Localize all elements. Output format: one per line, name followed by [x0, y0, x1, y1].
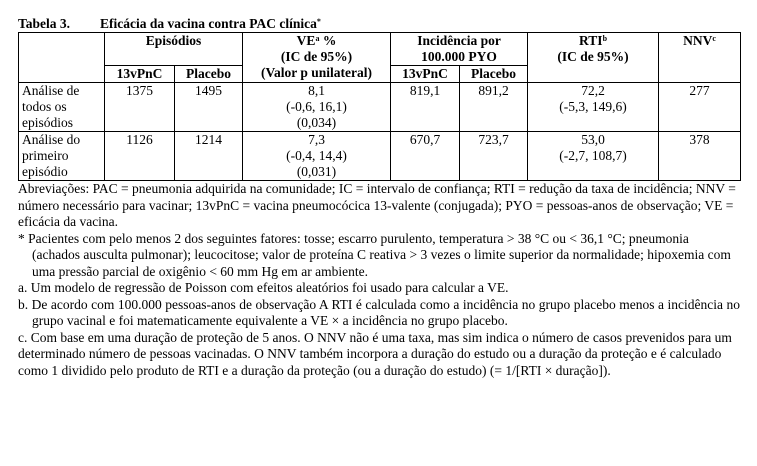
- table-number: Tabela 3.: [18, 16, 71, 31]
- row-label: Análise do primeiro episódio: [19, 132, 105, 181]
- row-label: Análise de todos os episódios: [19, 83, 105, 132]
- header-episodes: Episódios: [105, 33, 243, 66]
- cell-incidence-placebo: 891,2: [460, 83, 528, 132]
- header-incidence-placebo: Placebo: [460, 66, 528, 83]
- cell-episodes-placebo: 1214: [175, 132, 243, 181]
- cell-nnv: 378: [659, 132, 741, 181]
- cell-incidence-13v: 670,7: [391, 132, 460, 181]
- table-title: Eficácia da vacina contra PAC clínica: [100, 16, 317, 31]
- cell-incidence-placebo: 723,7: [460, 132, 528, 181]
- header-incidence: Incidência por 100.000 PYO: [391, 33, 528, 66]
- footnote-a: a. Um modelo de regressão de Poisson com efeitos aleatórios foi usado para calcular a VE.: [18, 280, 509, 295]
- title-footnote-mark: *: [316, 17, 321, 26]
- footnote-c: c. Com base em uma duração de proteção de 5 anos. O NNV não é uma taxa, mas sim indica o número de casos prevenidos para um determinado número de pessoas vacinadas. O NNV também incorpora a duração do estudo ou a duração da proteção e é calculado como 1 dividido pelo produto de RTI e a duração da proteção (ou a duração do estudo) (= 1/[RTI × duração]).: [18, 329, 732, 378]
- cell-episodes-placebo: 1495: [175, 83, 243, 132]
- footnote-abbreviations: Abreviações: PAC = pneumonia adquirida na comunidade; IC = intervalo de confiança; RTI = redução da taxa de incidência; NNV = número necessário para vacinar; 13vPnC = vacina pneumocócica 13-valente (conjugada); PYO = pessoas-anos de observação; VE = eficácia da vacina.: [18, 181, 736, 229]
- cell-ve: 7,3 (-0,4, 14,4) (0,031): [243, 132, 391, 181]
- table-row: [19, 83, 741, 132]
- efficacy-table: [18, 32, 741, 181]
- cell-episodes-13v: 1375: [105, 83, 175, 132]
- cell-rti: 72,2 (-5,3, 149,6): [528, 83, 659, 132]
- footnote-b: b. De acordo com 100.000 pessoas-anos de observação A RTI é calculada como a incidência no grupo placebo menos a incidência no grupo vacinal e foi matematicamente equivalente a VE × a incidência no grupo placebo.: [18, 296, 740, 328]
- header-rti: RTI$^b$ (IC de 95%): [528, 33, 659, 83]
- header-incidence-13v: 13vPnC: [391, 66, 460, 83]
- cell-incidence-13v: 819,1: [391, 83, 460, 132]
- header-nnv: NNV$^c$: [659, 33, 741, 83]
- table-row: [19, 132, 741, 181]
- cell-rti: 53,0 (-2,7, 108,7): [528, 132, 659, 181]
- table-footnotes: [18, 181, 740, 379]
- header-row-1: [19, 33, 741, 66]
- cell-nnv: 277: [659, 83, 741, 132]
- header-episodes-placebo: Placebo: [175, 66, 243, 83]
- table-caption: [18, 15, 739, 32]
- header-ve: $VE^a$ % (IC de 95%) (Valor p unilateral): [243, 33, 391, 83]
- cell-ve: 8,1 (-0,6, 16,1) (0,034): [243, 83, 391, 132]
- footnote-star: * Pacientes com pelo menos 2 dos seguintes fatores: tosse; escarro purulento, temperatura > 38 °C ou < 36,1 °C; pneumonia (achados ausculta pulmonar); leucocitose; valor de proteína C reativa > 3 vezes o limite superior da normalidade; hipoxemia com uma pressão parcial de oxigênio < 60 mm Hg em ar ambiente.: [18, 230, 731, 279]
- header-episodes-13v: 13vPnC: [105, 66, 175, 83]
- header-blank: [19, 33, 105, 83]
- cell-episodes-13v: 1126: [105, 132, 175, 181]
